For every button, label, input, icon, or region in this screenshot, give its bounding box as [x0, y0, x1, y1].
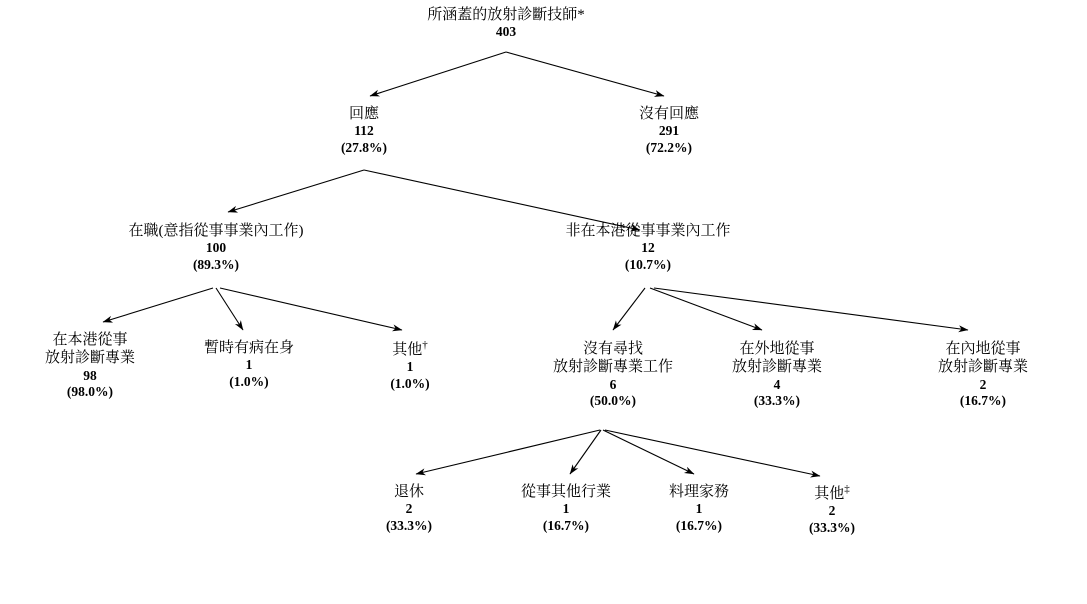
node-not-in-hk-count: 12: [641, 240, 655, 256]
node-retired-label: 退休: [393, 484, 424, 500]
node-not-in-hk-pct: (10.7%): [624, 256, 672, 272]
node-retired-count: 2: [405, 501, 413, 517]
node-other-double-dagger-count: 2: [828, 503, 836, 519]
node-hk-practice-count: 98: [83, 367, 97, 383]
node-housework-pct: (16.7%): [675, 517, 723, 533]
node-no-response-label: 沒有回應: [638, 106, 700, 122]
node-mainland-label-line2: 放射診斷專業: [937, 359, 1029, 376]
node-other-job-pct: (16.7%): [542, 517, 590, 533]
node-retired: [386, 483, 432, 534]
node-not-seeking-count: 6: [609, 376, 617, 392]
edge-response-employed: [228, 170, 364, 212]
node-other-dagger-count: 1: [406, 359, 414, 375]
node-other-double-dagger-label-wrap: [809, 483, 855, 503]
node-other-job-count: 1: [562, 501, 570, 517]
node-housework-label: 料理家務: [668, 484, 730, 500]
node-other-dagger-label-wrap: [390, 339, 429, 359]
node-overseas-label-line1: 在外地從事: [739, 341, 815, 357]
node-other-double-dagger: [809, 483, 855, 536]
edge-total-no-response: [506, 52, 664, 96]
edge-not-seeking-other-dd: [605, 430, 820, 476]
node-overseas-label-line2: 放射診斷專業: [731, 359, 823, 376]
node-employed: [129, 222, 304, 273]
edge-not-in-hk-mainland: [654, 288, 968, 330]
node-other-dagger-pct: (1.0%): [390, 375, 430, 391]
node-total-count: 403: [495, 24, 517, 40]
node-other-dagger-label: 其他: [392, 342, 423, 358]
node-housework: [669, 483, 729, 534]
node-other-double-dagger-pct: (33.3%): [808, 519, 856, 535]
edge-not-in-hk-not-seeking: [613, 288, 645, 330]
edge-not-seeking-retired: [416, 430, 600, 474]
edge-not-seeking-housework: [603, 430, 694, 474]
node-no-response-pct: (72.2%): [645, 139, 693, 155]
node-retired-pct: (33.3%): [385, 517, 433, 533]
node-other-job: [521, 483, 611, 534]
node-other-dagger: [390, 339, 429, 392]
node-hk-practice-pct: (98.0%): [66, 384, 114, 400]
node-total: [427, 6, 585, 41]
node-sick-pct: (1.0%): [229, 373, 269, 389]
node-sick-label: 暫時有病在身: [203, 340, 295, 356]
node-not-in-hk: [565, 222, 730, 273]
node-mainland-count: 2: [979, 376, 987, 392]
node-employed-count: 100: [205, 240, 227, 256]
edge-not-in-hk-overseas: [650, 288, 762, 330]
node-overseas: [732, 340, 822, 410]
node-total-label: 所涵蓋的放射診斷技師*: [427, 7, 585, 23]
node-other-double-dagger-label: 其他: [814, 486, 845, 502]
node-not-seeking: [553, 340, 673, 410]
node-sick: [204, 339, 294, 390]
edge-employed-hk-practice: [103, 288, 213, 322]
node-response-label: 回應: [348, 106, 379, 122]
edge-total-response: [370, 52, 506, 96]
node-hk-practice: [45, 331, 135, 401]
node-mainland-pct: (16.7%): [959, 393, 1007, 409]
node-mainland-label-line1: 在內地從事: [945, 341, 1021, 357]
node-hk-practice-label-line2: 放射診斷專業: [44, 350, 136, 367]
node-employed-label: 在職(意指從事事業內工作): [128, 223, 304, 239]
node-no-response: [639, 105, 699, 156]
node-not-seeking-pct: (50.0%): [589, 393, 637, 409]
node-overseas-pct: (33.3%): [753, 393, 801, 409]
node-response-pct: (27.8%): [340, 139, 388, 155]
node-employed-pct: (89.3%): [192, 256, 240, 272]
node-overseas-count: 4: [773, 376, 781, 392]
node-response: [341, 105, 387, 156]
node-other-double-dagger-footnote-marker: ‡: [844, 483, 850, 495]
node-response-count: 112: [354, 123, 374, 139]
node-not-in-hk-label: 非在本港從事事業內工作: [565, 223, 731, 239]
edge-response-not-in-hk: [364, 170, 640, 230]
edge-employed-sick: [216, 288, 243, 330]
node-other-job-label: 從事其他行業: [520, 484, 612, 500]
node-not-seeking-label-line1: 沒有尋找: [582, 341, 644, 357]
node-housework-count: 1: [695, 501, 703, 517]
node-not-seeking-label-line2: 放射診斷專業工作: [552, 359, 674, 376]
node-hk-practice-label-line1: 在本港從事: [52, 332, 128, 348]
node-sick-count: 1: [245, 357, 253, 373]
edge-employed-other-dagger: [220, 288, 402, 330]
node-other-dagger-footnote-marker: †: [422, 339, 428, 351]
node-mainland: [938, 340, 1028, 410]
node-no-response-count: 291: [658, 123, 680, 139]
